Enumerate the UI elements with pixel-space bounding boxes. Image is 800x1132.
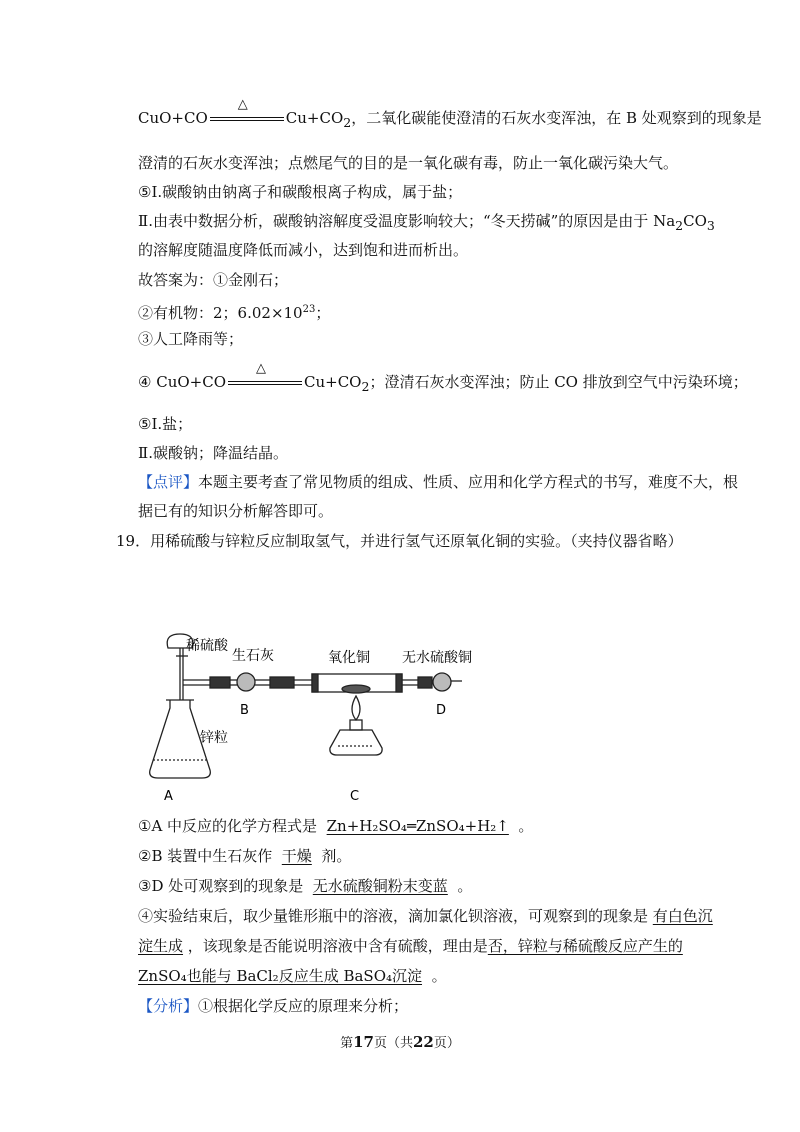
text-line: ②有机物：2；$6.02\times 10^{23}$； — [138, 304, 331, 322]
answer-blank: 干燥 — [281, 847, 312, 865]
heat-triangle: △ — [256, 361, 266, 376]
text-line: Ⅱ.碳酸钠；降温结晶。 — [138, 444, 288, 462]
text-span: ，二氧化碳能使澄清的石灰水变浑浊，在 B 处观察到的现象是 — [351, 109, 762, 127]
apparatus-figure — [140, 630, 480, 809]
answer-blank: 有白色沉 — [652, 907, 713, 925]
copper-oxide-label: 氧化铜 — [328, 650, 370, 666]
quicklime-label: 生石灰 — [232, 648, 274, 664]
text-line: ⑤Ⅰ.盐； — [138, 415, 193, 433]
answer-line: ZnSO₄也能与 BaCl₂反应生成 BaSO₄沉淀 。 — [138, 967, 447, 985]
page-footer: 第17页（共22页） — [340, 1033, 460, 1051]
page-number: 17 — [353, 1033, 374, 1051]
answer-blank: ZnSO₄也能与 BaCl₂反应生成 BaSO₄沉淀 — [138, 967, 423, 985]
text-line: 故答案为：①金刚石； — [138, 271, 289, 289]
anhydrous-cuso4-label: 无水硫酸铜 — [402, 650, 472, 666]
text-line: 据已有的知识分析解答即可。 — [138, 502, 334, 520]
answer-line: ①A 中反应的化学方程式是 Zn+H₂SO₄═ZnSO₄+H₂↑ 。 — [138, 817, 534, 835]
question-title: 19．用稀硫酸与锌粒反应制取氢气，并进行氢气还原氧化铜的实验。（夹持仪器省略） — [116, 532, 683, 550]
reaction-condition — [208, 97, 286, 128]
text-line: CuO+CO △ $Cu+CO_2$，二氧化碳能使澄清的石灰水变浑浊，在 B 处观察到的现象是 — [138, 97, 762, 130]
heat-triangle: △ — [237, 97, 248, 112]
equation-products: Cu+CO — [285, 109, 344, 127]
equation-reactants: CuO+CO — [138, 109, 208, 127]
label-b: B — [240, 703, 249, 718]
text-line: ⑤Ⅰ.碳酸钠由钠离子和碳酸根离子构成，属于盐； — [138, 183, 463, 201]
answer-line: 淀生成 ，该现象是否能说明溶液中含有硫酸，理由是否，锌粒与稀硫酸反应产生的 — [138, 937, 683, 955]
reaction-condition — [226, 361, 304, 392]
label-d: D — [436, 703, 447, 718]
analysis-tag: 【分析】 — [138, 997, 199, 1015]
answer-line: ②B 装置中生石灰作 干燥 剂。 — [138, 847, 352, 865]
text-line: 【分析】①根据化学反应的原理来分析； — [138, 997, 409, 1015]
text-line: ③人工降雨等； — [138, 330, 244, 348]
acid-label: 稀硫酸 — [186, 638, 228, 654]
apparatus-diagram — [140, 630, 480, 805]
zinc-label: 锌粒 — [200, 730, 228, 746]
answer-line: ③D 处可观察到的现象是 无水硫酸铜粉末变蓝 。 — [138, 877, 473, 895]
text-line: 的溶解度随温度降低而减小，达到饱和进而析出。 — [138, 241, 469, 259]
total-pages: 22 — [413, 1033, 434, 1051]
text-line: ④ CuO+CO △ $Cu+CO_2$；澄清石灰水变浑浊；防止 CO 排放到空气中污染环境； — [138, 361, 748, 394]
text-line: 澄清的石灰水变浑浊；点燃尾气的目的是一氧化碳有毒，防止一氧化碳污染大气。 — [138, 154, 679, 172]
answer-blank: Zn+H₂SO₄═ZnSO₄+H₂↑ — [326, 817, 509, 835]
comment-tag: 【点评】 — [138, 473, 199, 491]
label-c: C — [350, 789, 360, 804]
text-line: Ⅱ.由表中数据分析，碳酸钠溶解度受温度影响较大；“冬天捞碱”的原因是由于 $Na_2CO_3$ — [138, 212, 715, 233]
answer-blank: 淀生成 — [138, 937, 184, 955]
text-line: 【点评】本题主要考查了常见物质的组成、性质、应用和化学方程式的书写，难度不大，根 — [138, 473, 739, 491]
label-a: A — [164, 789, 173, 804]
answer-line: ④实验结束后，取少量锥形瓶中的溶液，滴加氯化钡溶液，可观察到的现象是 有白色沉 — [138, 907, 713, 925]
answer-blank: 否，锌粒与稀硫酸反应产生的 — [487, 937, 683, 955]
answer-blank: 无水硫酸铜粉末变蓝 — [312, 877, 448, 895]
